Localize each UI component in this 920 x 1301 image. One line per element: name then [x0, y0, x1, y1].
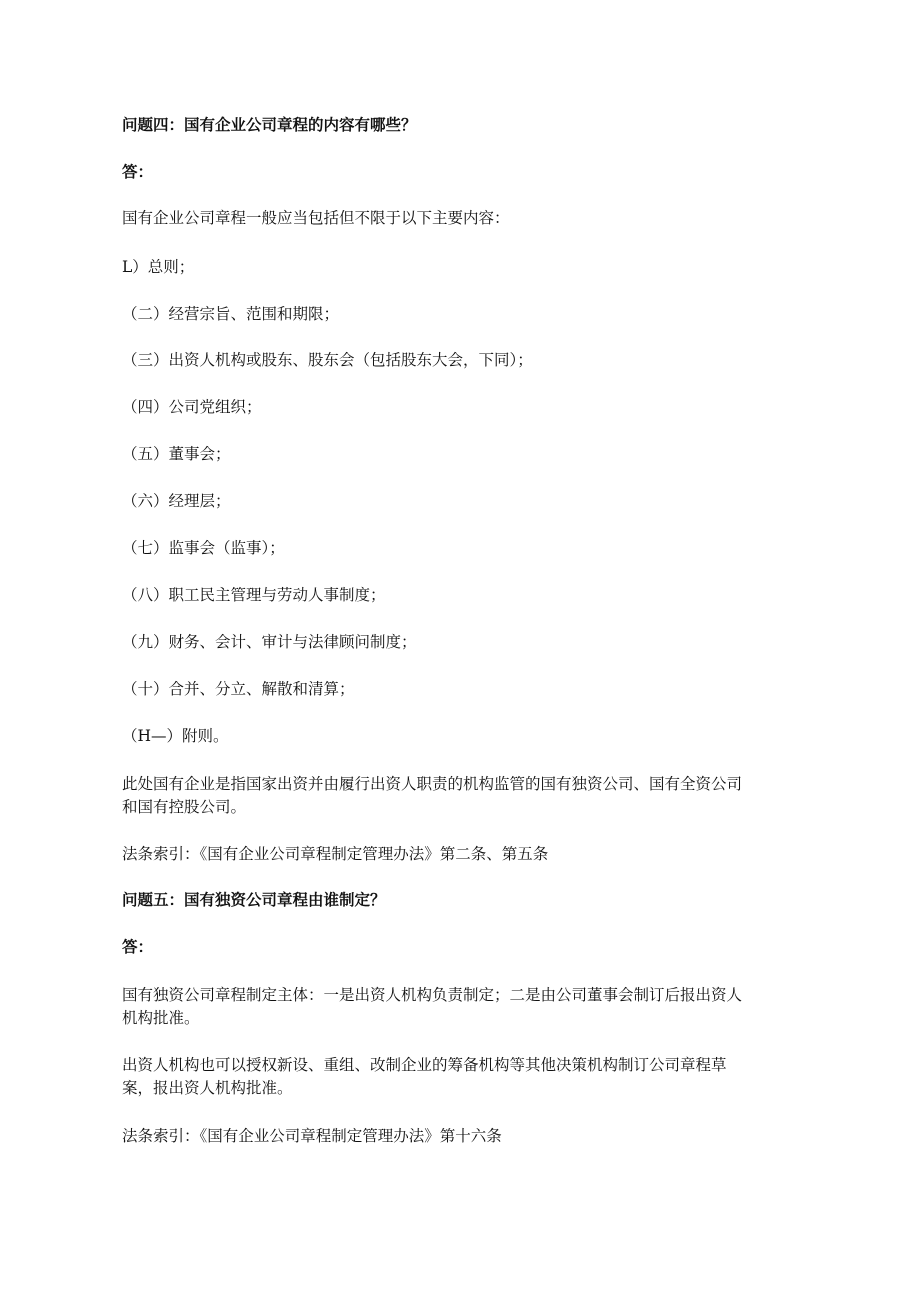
question-4-note-line-1: 此处国有企业是指国家出资并由履行出资人职责的机构监管的国有独资公司、国有全资公司	[122, 775, 743, 793]
list-item: （H—）附则。	[122, 727, 229, 745]
question-5-paragraph-1-line-2: 机构批准。	[122, 1009, 200, 1027]
question-4-note-line-2: 和国有控股公司。	[122, 798, 247, 816]
list-item: （四）公司党组织；	[122, 398, 262, 416]
list-item: （六）经理层；	[122, 492, 231, 510]
list-item: （七）监事会（监事）；	[122, 539, 285, 557]
list-item: （二）经营宗旨、范围和期限；	[122, 305, 340, 323]
question-5-paragraph-1-line-1: 国有独资公司章程制定主体：一是出资人机构负责制定；二是由公司董事会制订后报出资人	[122, 986, 743, 1004]
question-5-answer-label: 答：	[122, 937, 154, 956]
list-item: （十）合并、分立、解散和清算；	[122, 680, 355, 698]
list-item: L）总则；	[122, 258, 195, 276]
question-5-paragraph-2-line-2: 案，报出资人机构批准。	[122, 1079, 293, 1097]
question-4-reference: 法条索引：《国有企业公司章程制定管理办法》第二条、第五条	[122, 845, 549, 863]
list-item: （九）财务、会计、审计与法律顾问制度；	[122, 633, 417, 651]
list-item: （三）出资人机构或股东、股东会（包括股东大会，下同）；	[122, 351, 533, 369]
question-5-paragraph-2-line-1: 出资人机构也可以授权新设、重组、改制企业的筹备机构等其他决策机构制订公司章程草	[122, 1056, 727, 1074]
list-item: （五）董事会；	[122, 445, 231, 463]
list-item: （八）职工民主管理与劳动人事制度；	[122, 586, 386, 604]
question-4-title: 问题四：国有企业公司章程的内容有哪些？	[122, 115, 417, 134]
question-4-intro: 国有企业公司章程一般应当包括但不限于以下主要内容：	[122, 209, 510, 227]
question-4-answer-label: 答：	[122, 162, 154, 181]
question-5-reference: 法条索引：《国有企业公司章程制定管理办法》第十六条	[122, 1127, 502, 1145]
question-5-title: 问题五：国有独资公司章程由谁制定？	[122, 890, 386, 909]
